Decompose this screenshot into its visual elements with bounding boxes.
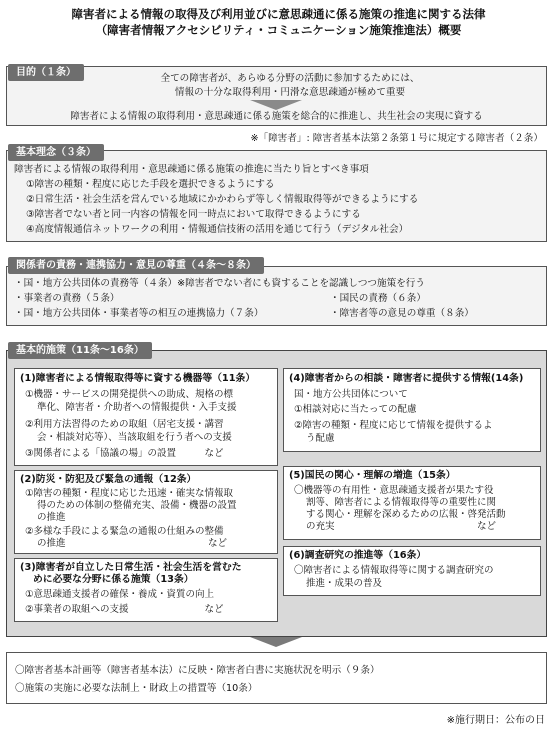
measure-card-daily-life [14,558,278,622]
card-line: する関心・理解を深めるための広報・啓発活動 [306,509,506,520]
principle-item-2: ②日常生活・社会生活を営んでいる地域にかかわらず等しく情報取得等ができるようにする [26,194,419,205]
principle-item-4: ④高度情報通信ネットワークの利用・情報通信技術の活用を通じて行う（デジタル社会） [26,224,409,235]
card-line: 準化、障害者・介助者への情報提供・入手支援 [37,402,237,413]
card-line: 〇障害者による情報取得等に関する調査研究の [294,565,494,576]
card-line: 得のための体制の整備充実、設備・機器の設置 [37,500,237,511]
duties-row-3-left: ・国・地方公共団体・事業者等の相互の連携協力（７条） [14,308,264,319]
card-line: ②事業者の取組への支援 など [25,604,224,615]
card-line: の推進 など [37,538,228,549]
implementation-box [6,652,547,704]
measure-card-public-awareness [283,466,541,540]
card-line: ①相談対応に当たっての配慮 [294,404,417,415]
purpose-tag: 目的（１条） [8,64,84,81]
duties-row-3-right: ・障害者等の意見の尊重（８条） [330,308,474,319]
card-line: 国・地方公共団体について [294,389,408,400]
implementation-line-2: 〇施策の実施に必要な法制上・財政上の措置等（10条） [15,683,258,694]
card-heading: (4)障害者からの相談・障害者に提供する情報(14条) [289,373,524,384]
page-title [0,6,557,38]
purpose-line-3: 障害者による情報の取得利用・意思疎通に係る施策を総合的に推進し、共生社会の実現に資する [70,111,483,122]
card-line: う配慮 [306,433,335,444]
measures-arrow-down [250,637,302,647]
title-line-2: （障害者情報アクセシビリティ・コミュニケーション施策推進法）概要 [95,23,462,37]
duties-row-1: ・国・地方公共団体の責務等（４条）※障害者でない者にも資することを認識しつつ施策を行う [14,278,425,289]
principles-intro: 障害者による情報の取得利用・意思疎通に係る施策の推進に当たり旨とすべき事項 [14,164,369,175]
card-line: の推進 [37,512,66,523]
card-line: 〇機器等の有用性・意思疎通支援者が果たす役 [294,485,494,496]
card-line: 推進・成果の普及 [306,578,383,589]
card-heading: (1)障害者による情報取得等に資する機器等（11条） [20,373,256,384]
principles-tag: 基本理念（３条） [8,144,104,161]
purpose-line-1: 全ての障害者が、あらゆる分野の活動に参加するためには、 [160,73,420,84]
card-line: ①機器・サービスの開発提供への助成、規格の標 [25,389,234,400]
measure-card-devices [14,368,278,466]
purpose-line-2: 情報の十分な取得利用・円滑な意思疎通が極めて重要 [174,87,406,98]
duties-row-2-left: ・事業者の責務（５条） [14,293,120,304]
principle-item-1: ①障害の種類・程度に応じた手段を選択できるようにする [26,179,275,190]
card-line: ①意思疎通支援者の確保・養成・資質の向上 [25,589,215,600]
card-line: ②多様な手段による緊急の通報の仕組みの整備 [25,526,224,537]
duties-row-2-right: ・国民の責務（６条） [330,293,426,304]
card-line: ③関係者による「協議の場」の設置 など [25,448,224,459]
title-line-1: 障害者による情報の取得及び利用並びに意思疎通に係る施策の推進に関する法律 [71,7,486,21]
duties-tag: 関係者の責務・連携協力・意見の尊重（４条〜８条） [8,257,264,274]
measure-card-consultation [283,368,541,452]
card-line: ②障害の種類・程度に応じて情報を提供するよ [294,420,493,431]
definition-note: ※「障害者」: 障害者基本法第２条第１号に規定する障害者（２条） [250,133,543,144]
card-line: ②利用方法習得のための取組（居宅支援・講習 [25,419,224,430]
effective-date: ※施行期日：公布の日 [446,715,545,726]
measure-card-research [283,546,541,596]
card-line: ①障害の種類・程度に応じた迅速・確実な情報取 [25,488,234,499]
principle-item-3: ③障害者でない者と同一内容の情報を同一時点において取得できるようにする [26,209,361,220]
card-heading: (2)防災・防犯及び緊急の通報（12条） [20,474,197,485]
card-line: 会・相談対応等）、当該取組を行う者への支援 [37,432,232,443]
card-heading: (5)国民の関心・理解の増進（15条） [289,470,456,481]
card-heading: (6)調査研究の推進等（16条） [289,550,427,561]
measure-card-emergency [14,470,278,554]
measures-tag: 基本的施策（11条〜16条） [8,342,152,359]
card-line: の充実 など [306,521,497,532]
card-heading: (3)障害者が自立した日常生活・社会生活を営むた [20,562,242,573]
card-heading: めに必要な分野に係る施策（13条） [33,574,194,585]
purpose-arrow-down [250,100,302,110]
card-line: 割等、障害者による情報取得等の重要性に関 [306,497,497,508]
implementation-line-1: 〇障害者基本計画等（障害者基本法）に反映・障害者白書に実施状況を明示（９条） [15,665,380,676]
